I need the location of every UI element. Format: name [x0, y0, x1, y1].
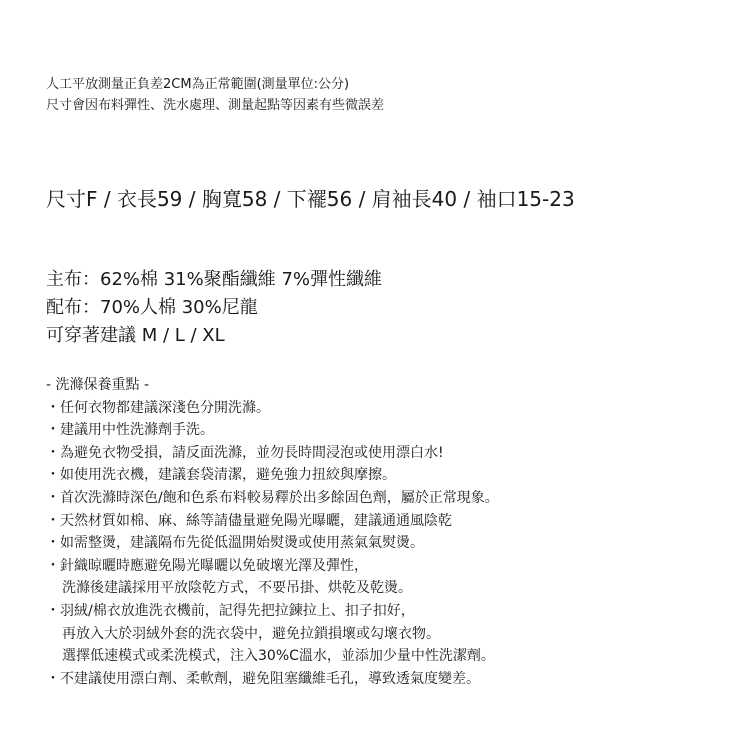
care-instructions	[46, 374, 499, 690]
care-item-text: ・首次洗滌時深色/飽和色系布料較易釋於出多餘固色劑，屬於正常現象。	[46, 489, 499, 506]
care-item	[46, 555, 499, 600]
care-item-text: ・建議用中性洗滌劑手洗。	[46, 422, 214, 439]
care-item-text: ・天然材質如棉、麻、絲等請儘量避免陽光曝曬，建議通通風陰乾	[46, 512, 452, 529]
measurement-notice	[46, 74, 384, 116]
care-item-text: ・為避免衣物受損，請反面洗滌，並勿長時間浸泡或使用漂白水!	[46, 444, 444, 461]
care-item	[46, 464, 499, 487]
notice-line-2: 尺寸會因布料彈性、洗水處理、測量起點等因素有些微誤差	[46, 98, 385, 113]
care-item	[46, 532, 499, 555]
care-item	[46, 600, 499, 668]
accent-fabric: 配布：70%人棉 30%尼龍	[46, 297, 258, 318]
care-item	[46, 419, 499, 442]
care-item-text: ・如使用洗衣機，建議套袋清潔，避免強力扭絞與摩擦。	[46, 467, 396, 484]
care-item-text: ・不建議使用漂白劑、柔軟劑，避免阻塞纖維毛孔，導致透氣度變差。	[46, 670, 480, 687]
material-section	[46, 266, 382, 350]
care-item	[46, 510, 499, 533]
care-heading: - 洗滌保養重點 -	[46, 377, 150, 393]
care-item	[46, 442, 499, 465]
care-item	[46, 487, 499, 510]
care-item-text: ・羽絨/棉衣放進洗衣機前，記得先把拉鍊拉上、扣子扣好，	[46, 602, 415, 619]
care-item-text: ・如需整燙，建議隔布先從低溫開始熨燙或使用蒸氣氣熨燙。	[46, 535, 424, 552]
main-fabric: 主布：62%棉 31%聚酯纖維 7%彈性纖維	[46, 269, 383, 290]
care-item	[46, 397, 499, 420]
care-list	[46, 397, 499, 691]
care-item-continuation: 選擇低速模式或柔洗模式，注入30%C溫水，並添加少量中性洗潔劑。	[62, 648, 495, 665]
care-item-text: ・針織晾曬時應避免陽光曝曬以免破壞光澤及彈性，	[46, 557, 368, 574]
care-item-text: ・任何衣物都建議深淺色分開洗滌。	[46, 399, 270, 416]
care-item	[46, 668, 499, 691]
care-item-continuation: 再放入大於羽絨外套的洗衣袋中，避免拉鎖損壞或勾壞衣物。	[62, 625, 440, 642]
size-suggestion: 可穿著建議 M / L / XL	[46, 325, 225, 346]
care-item-continuation: 洗滌後建議採用平放陰乾方式，不要吊掛、烘乾及乾燙。	[62, 580, 412, 597]
notice-line-1: 人工平放測量正負差2CM為正常範圍(測量單位:公分)	[46, 77, 350, 92]
size-specs: 尺寸F / 衣長59 / 胸寬58 / 下襬56 / 肩袖長40 / 袖口15-23	[46, 187, 575, 211]
